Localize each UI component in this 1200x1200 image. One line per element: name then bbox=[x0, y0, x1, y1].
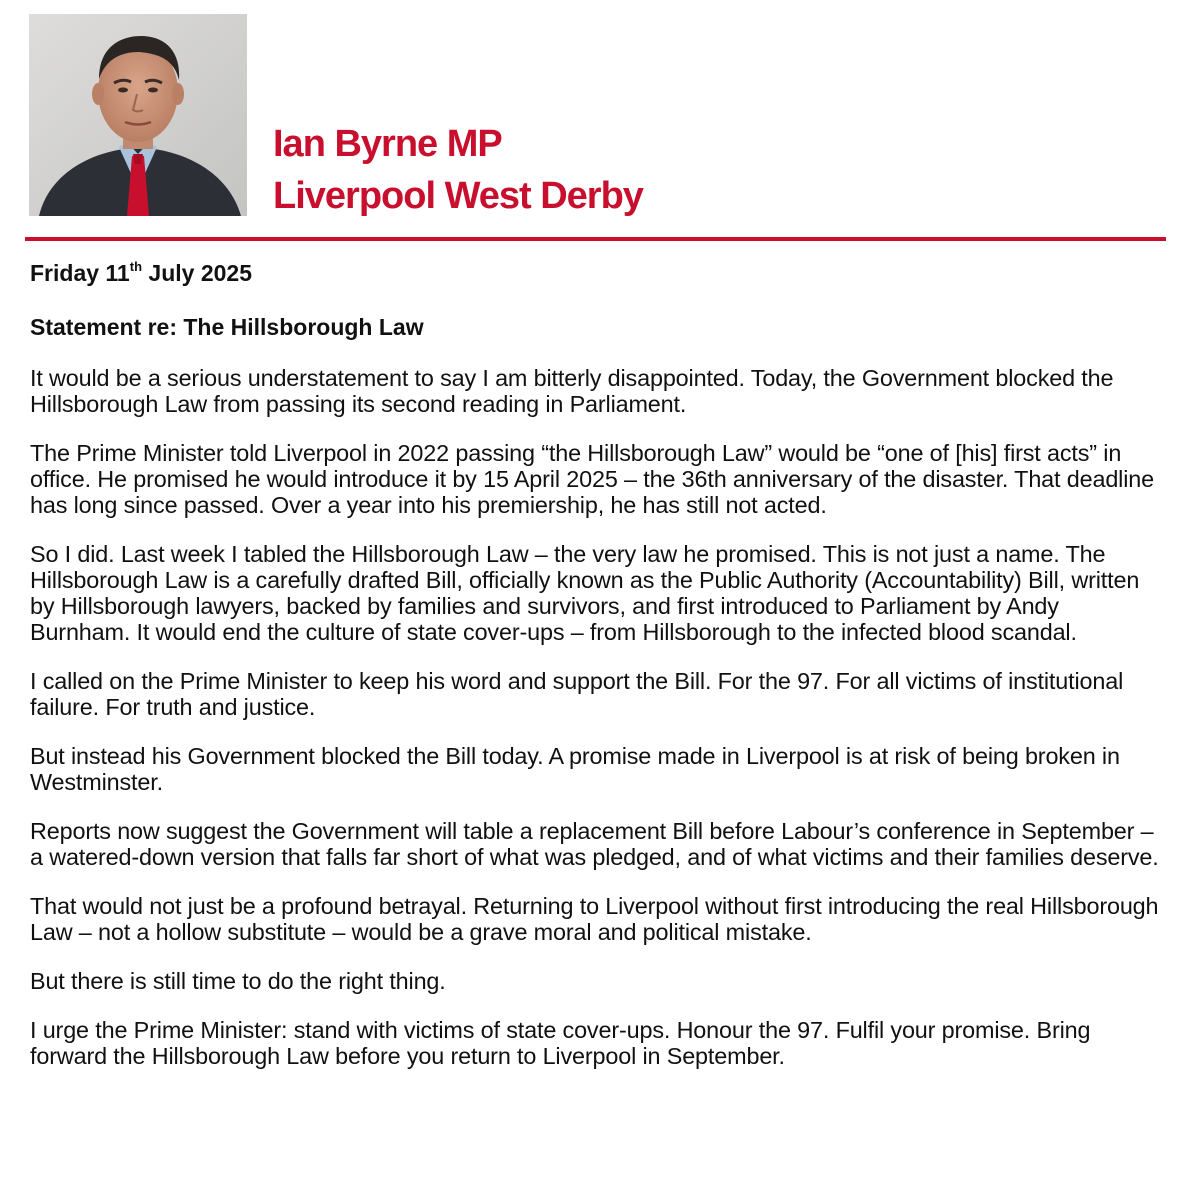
mp-name: Ian Byrne MP bbox=[273, 123, 502, 165]
paragraph: The Prime Minister told Liverpool in 2022 passing “the Hillsborough Law” would be “one of [his] first acts” in office. He promised he would introduce it by 15 April 2025 – the 36th anniversary of the disaster. That deadline has long since passed. Over a year into his premiership, he has still not acted. bbox=[30, 440, 1154, 518]
paragraph: Reports now suggest the Government will table a replacement Bill before Labour’s conference in September – a watered-down version that falls far short of what was pledged, and of what victims and their families deserve. bbox=[30, 818, 1159, 870]
portrait-photo bbox=[29, 14, 247, 216]
paragraph: That would not just be a profound betrayal. Returning to Liverpool without first introducing the real Hillsborough Law – not a hollow substitute – would be a grave moral and political mistake. bbox=[30, 893, 1159, 945]
statement-body bbox=[30, 258, 1165, 1069]
statement-date bbox=[30, 258, 1165, 288]
statement-title: Statement re: The Hillsborough Law bbox=[30, 314, 424, 340]
mp-name-block bbox=[273, 118, 643, 222]
paragraph: It would be a serious understatement to say I am bitterly disappointed. Today, the Government blocked the Hillsborough Law from passing its second reading in Parliament. bbox=[30, 365, 1114, 417]
paragraph: But instead his Government blocked the Bill today. A promise made in Liverpool is at risk of being broken in Westminster. bbox=[30, 743, 1120, 795]
paragraph: I urge the Prime Minister: stand with victims of state cover-ups. Honour the 97. Fulfil your promise. Bring forward the Hillsborough Law before you return to Liverpool in September. bbox=[30, 1017, 1091, 1069]
date-suffix: th bbox=[129, 259, 143, 274]
constituency-name: Liverpool West Derby bbox=[273, 175, 643, 217]
letterhead bbox=[0, 0, 1200, 245]
date-rest: July 2025 bbox=[142, 260, 252, 286]
header-divider bbox=[25, 237, 1166, 241]
date-day: Friday 11 bbox=[30, 260, 130, 286]
paragraph: But there is still time to do the right thing. bbox=[30, 968, 446, 994]
paragraph: I called on the Prime Minister to keep his word and support the Bill. For the 97. For all victims of institutional failure. For truth and justice. bbox=[30, 668, 1124, 720]
paragraph: So I did. Last week I tabled the Hillsborough Law – the very law he promised. This is not just a name. The Hillsborough Law is a carefully drafted Bill, officially known as the Public Authority (Accountability) Bill, written by Hillsborough lawyers, backed by families and survivors, and first introduced to Parliament by Andy Burnham. It would end the culture of state cover-ups – from Hillsborough to the infected blood scandal. bbox=[30, 541, 1140, 645]
